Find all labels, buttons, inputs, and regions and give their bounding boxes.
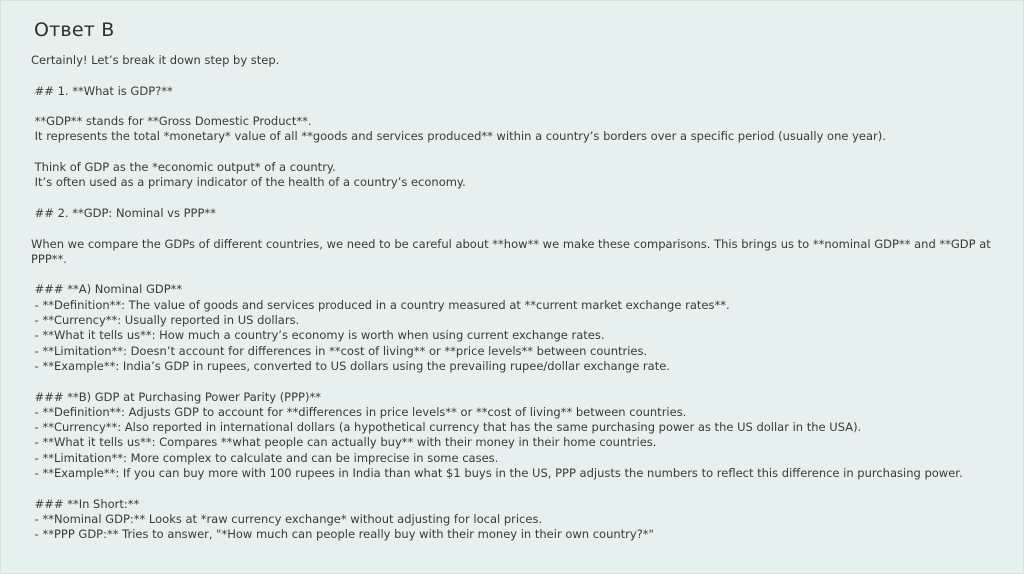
text-line: - **Example**: If you can buy more with 100 rupees in India than what $1 buys in the US, PPP adjusts the numbers to reflect this difference in purchasing power. bbox=[31, 466, 963, 481]
text-line: - **Definition**: Adjusts GDP to account for **differences in price levels** or **cost of living** between countries. bbox=[31, 404, 687, 419]
text-line: ## 1. **What is GDP?** bbox=[31, 83, 173, 98]
blank-line bbox=[31, 481, 1003, 496]
text-line: ### **In Short:** bbox=[31, 496, 140, 511]
text-line: - **Example**: India’s GDP in rupees, converted to US dollars using the prevailing rupee/dollar exchange rate. bbox=[31, 358, 670, 373]
blank-line bbox=[31, 221, 1003, 236]
text-line: - **Nominal GDP:** Looks at *raw currency exchange* without adjusting for local prices. bbox=[31, 511, 543, 526]
text-line: ### **B) GDP at Purchasing Power Parity (PPP)** bbox=[31, 389, 321, 404]
text-line: - **PPP GDP:** Tries to answer, "*How much can people really buy with their money in their own country?*" bbox=[31, 527, 654, 542]
blank-line bbox=[31, 374, 1003, 389]
text-line: Certainly! Let’s break it down step by step. bbox=[31, 53, 280, 67]
text-line: - **Definition**: The value of goods and services produced in a country measured at **current market exchange rates**. bbox=[31, 297, 730, 312]
slide-body bbox=[31, 53, 1003, 543]
slide-title: Ответ B bbox=[34, 19, 115, 41]
text-line: When we compare the GDPs of different countries, we need to be careful about **how** we make these comparisons. This brings us to **nominal GDP** and **GDP at PPP**. bbox=[31, 236, 991, 266]
blank-line bbox=[31, 191, 1003, 206]
text-line: It represents the total *monetary* value of all **goods and services produced** within a country’s borders over a specific period (usually one year). bbox=[31, 129, 886, 144]
text-line: - **What it tells us**: How much a country’s economy is worth when using current exchange rates. bbox=[31, 328, 605, 343]
text-line: - **Currency**: Usually reported in US dollars. bbox=[31, 313, 300, 328]
text-line: - **Currency**: Also reported in international dollars (a hypothetical currency that has the same purchasing power as the US dollar in the USA). bbox=[31, 420, 862, 435]
blank-line bbox=[31, 68, 1003, 83]
text-line: ## 2. **GDP: Nominal vs PPP** bbox=[31, 205, 216, 220]
text-line: - **Limitation**: More complex to calculate and can be imprecise in some cases. bbox=[31, 450, 499, 465]
blank-line bbox=[31, 267, 1003, 282]
text-line: ### **A) Nominal GDP** bbox=[31, 282, 183, 297]
text-line: - **Limitation**: Doesn’t account for differences in **cost of living** or **price levels** between countries. bbox=[31, 343, 648, 358]
text-line: Think of GDP as the *economic output* of a country. bbox=[31, 160, 336, 175]
text-line: It’s often used as a primary indicator of the health of a country’s economy. bbox=[31, 175, 466, 190]
text-line: - **What it tells us**: Compares **what people can actually buy** with their money in their home countries. bbox=[31, 435, 657, 450]
text-line: **GDP** stands for **Gross Domestic Product**. bbox=[31, 114, 312, 129]
blank-line bbox=[31, 99, 1003, 114]
blank-line bbox=[31, 145, 1003, 160]
